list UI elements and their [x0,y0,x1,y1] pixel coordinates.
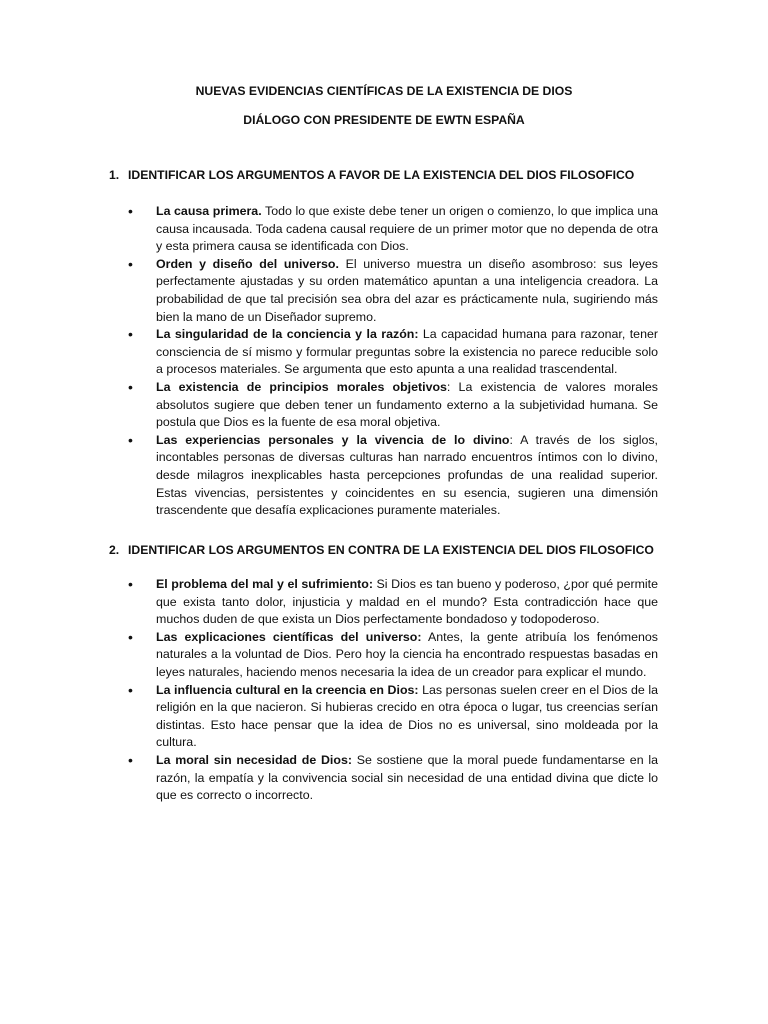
list-item [128,256,658,326]
list-item [128,203,658,256]
item-text: : La existencia de valores morales absolutos sugiere que deben tener un fundamento externo a la subjetividad humana. Se postula que Dios es la fuente de esa moral objetiva. [156,379,658,430]
item-title: Las experiencias personales y la vivencia de lo divino [156,432,510,447]
bullet-icon: • [128,378,133,395]
bullet-icon: • [128,203,133,219]
item-title: El problema del mal y el sufrimiento: [156,577,373,591]
bullet-icon: • [128,681,133,698]
item-text: : A través de los siglos, incontables personas de diversas culturas han narrado encuentros íntimos con lo divino, desde milagros inexplicables hasta percepciones profundas de una realidad superior. Estas vivencias, persistentes y coincidentes en su esencia, sugieren una dimensión trascendente que desafía explicaciones puramente materiales. [156,432,658,518]
list-item [128,379,658,432]
section-number: 2. [109,543,120,557]
section-1-list [128,203,658,520]
bullet-icon: • [128,628,133,645]
item-text: Todo lo que existe debe tener un origen o comienzo, lo que implica una causa incausada. Toda cadena causal requiere de un primer motor que no dependa de otra y esta primera causa se identificada con Dios. [156,204,659,254]
bullet-icon: • [128,751,133,768]
bullet-icon: • [128,326,133,343]
bullet-icon: • [128,576,133,592]
bullet-icon: • [128,255,133,272]
item-text: El universo muestra un diseño asombroso: sus leyes perfectamente ajustadas y su orden matemático apuntan a una inteligencia creadora. La probabilidad de que tal precisión sea obra del azar es prácticamente nula, sugiriendo más bien la mano de un Diseñador supremo. [156,256,658,324]
item-title: Las explicaciones científicas del universo: [156,629,422,644]
section-2-list [128,576,658,805]
section-number: 1. [109,168,120,182]
item-text: La capacidad humana para razonar, tener consciencia de sí mismo y formular preguntas sobre la existencia no parece reducible solo a procesos materiales. Se argumenta que esto apunta a una realidad trascendental. [156,327,658,377]
list-item [128,576,658,629]
item-title: La singularidad de la conciencia y la razón: [156,327,419,342]
list-item [128,752,658,805]
item-text: Las personas suelen creer en el Dios de la religión en la que nacieron. Si hubieras crecido en otra época o lugar, tus creencias serían distintas. Esto hace pensar que la idea de Dios no es universal, sino moldeada por la cultura. [156,682,658,750]
list-item [128,629,658,682]
document-subtitle: DIÁLOGO CON PRESIDENTE DE EWTN ESPAÑA [243,113,525,127]
document-title: NUEVAS EVIDENCIAS CIENTÍFICAS DE LA EXISTENCIA DE DIOS [195,84,573,98]
item-text: Antes, la gente atribuía los fenómenos naturales a la voluntad de Dios. Pero hoy la ciencia ha encontrado respuestas basadas en leyes naturales, haciendo menos necesaria la idea de un creador para explicar el mundo. [156,629,658,679]
list-item [128,682,658,752]
list-item [128,432,658,520]
list-item [128,326,658,379]
item-title: La moral sin necesidad de Dios: [156,752,352,767]
item-title: La causa primera. [156,204,262,218]
item-title: Orden y diseño del universo. [156,256,339,271]
section-heading-text: IDENTIFICAR LOS ARGUMENTOS EN CONTRA DE LA EXISTENCIA DEL DIOS FILOSOFICO [128,543,654,557]
section-heading-text: IDENTIFICAR LOS ARGUMENTOS A FAVOR DE LA EXISTENCIA DEL DIOS FILOSOFICO [128,168,635,182]
section-heading-2 [109,542,669,560]
item-text: Se sostiene que la moral puede fundamentarse en la razón, la empatía y la convivencia social sin necesidad de una entidad divina que dicte lo que es correcto o incorrecto. [156,752,658,803]
section-heading-1 [109,167,669,185]
item-title: La influencia cultural en la creencia en Dios: [156,682,419,697]
bullet-icon: • [128,431,133,448]
item-text: Si Dios es tan bueno y poderoso, ¿por qué permite que exista tanto dolor, injusticia y maldad en el mundo? Esta contradicción hace que muchos duden de que exista un Dios perfectamente bondadoso y todopoderoso. [156,577,658,627]
item-title: La existencia de principios morales objetivos [156,379,447,394]
